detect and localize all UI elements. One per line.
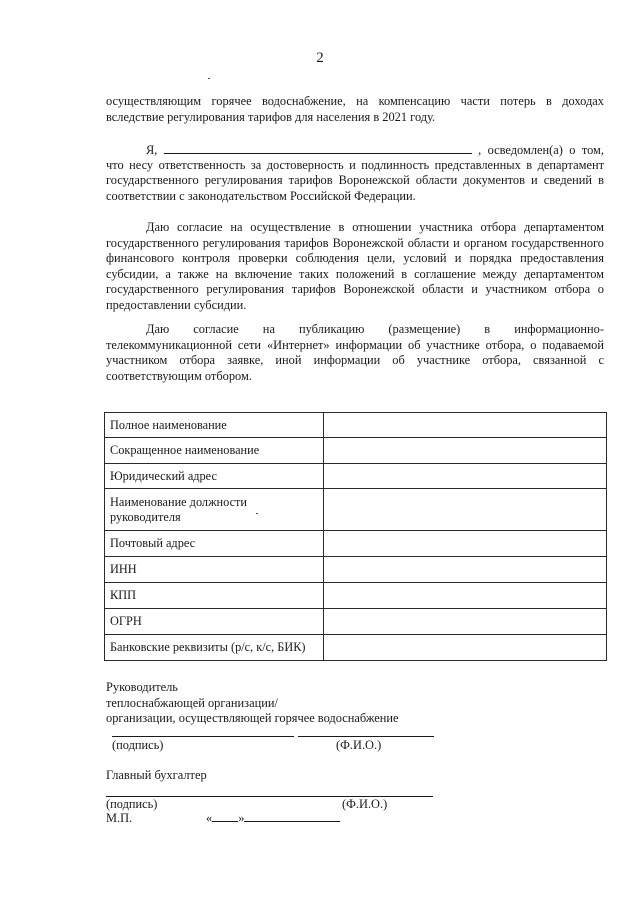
value-cell [324,438,607,464]
date-close-quote: » [238,811,245,825]
value-cell [324,635,607,661]
table-row [105,557,607,583]
head-title-line-1: Руководитель [106,680,178,694]
value-cell [324,583,607,609]
row-label: ИНН [105,557,324,583]
head-signature-line [112,736,294,737]
table-row [105,438,607,464]
accountant-fio-caption: (Ф.И.О.) [342,797,388,811]
table-row [105,531,607,557]
row-label: Полное наименование [105,413,324,438]
paragraph-1-line-1: осуществляющим горячее водоснабжение, на компенсацию части потерь в доходах [106,94,604,108]
consent-paragraph-2: Даю согласие на публикацию (размещение) в информационно-телекоммуникационной сети «Интернет» информации об участнике отбора, о подаваемой участником отбора заявке, иной информации об участнике отбора, связанной с соответствующим отбором. [106,322,604,383]
month-year-blank [244,811,340,822]
row-label: Юридический адрес [105,464,324,489]
row-label: Сокращенное наименование [105,438,324,464]
stamp-label: М.П. [106,811,133,825]
date-field [206,811,340,827]
accountant-title: Главный бухгалтер [106,768,207,782]
row-label: Наименование должности руководителя [105,489,324,531]
scan-speck [208,78,210,79]
head-fio-line [298,736,434,737]
table-row [105,609,607,635]
value-cell [324,531,607,557]
row-label: КПП [105,583,324,609]
value-cell [324,557,607,583]
declaration-first-line [146,142,604,159]
value-cell [324,464,607,489]
table-row [105,464,607,489]
value-cell [324,609,607,635]
declaration-paragraph: что несу ответственность за достоверность и подлинность представленных в департамент государственного регулирования тарифов Воронежской области документов и сведений в соответствии с законодательством Российской Федерации. [106,157,604,203]
head-signature-caption: (подпись) [112,738,164,752]
scan-speck [256,513,258,514]
row-label: Банковские реквизиты (р/с, к/с, БИК) [105,635,324,661]
table-row [105,583,607,609]
name-blank-field [164,142,472,154]
table-row [105,489,607,531]
row-label: Почтовый адрес [105,531,324,557]
accountant-signature-caption: (подпись) [106,797,158,811]
paragraph-1-line-2: вследствие регулирования тарифов для населения в 2021 году. [106,109,436,124]
value-cell [324,413,607,438]
consent-paragraph-1: Даю согласие на осуществление в отношении участника отбора департаментом государственного регулирования тарифов Воронежской области и органом государственного финансового контроля проверки соблюдения цели, условий и порядка предоставления субсидии, а также на включение таких положений в соглашение между департаментом государственного регулирования тарифов Воронежской области и участником отбора о предоставлении субсидии. [106,220,604,312]
head-title-line-2: теплоснабжающей организации/ [106,695,278,710]
day-blank [212,811,238,822]
declaration-aware: , осведомлен(а) о том, [478,143,604,157]
row-label: ОГРН [105,609,324,635]
head-title-line-3: организации, осуществляющей горячее водоснабжение [106,711,399,725]
declaration-pronoun: Я, [146,143,158,157]
table-row [105,413,607,438]
requisites-table [104,412,607,661]
page-number: 2 [316,50,324,66]
head-fio-caption: (Ф.И.О.) [336,738,382,752]
date-open-quote: « [206,811,213,825]
value-cell [324,489,607,531]
table-row [105,635,607,661]
